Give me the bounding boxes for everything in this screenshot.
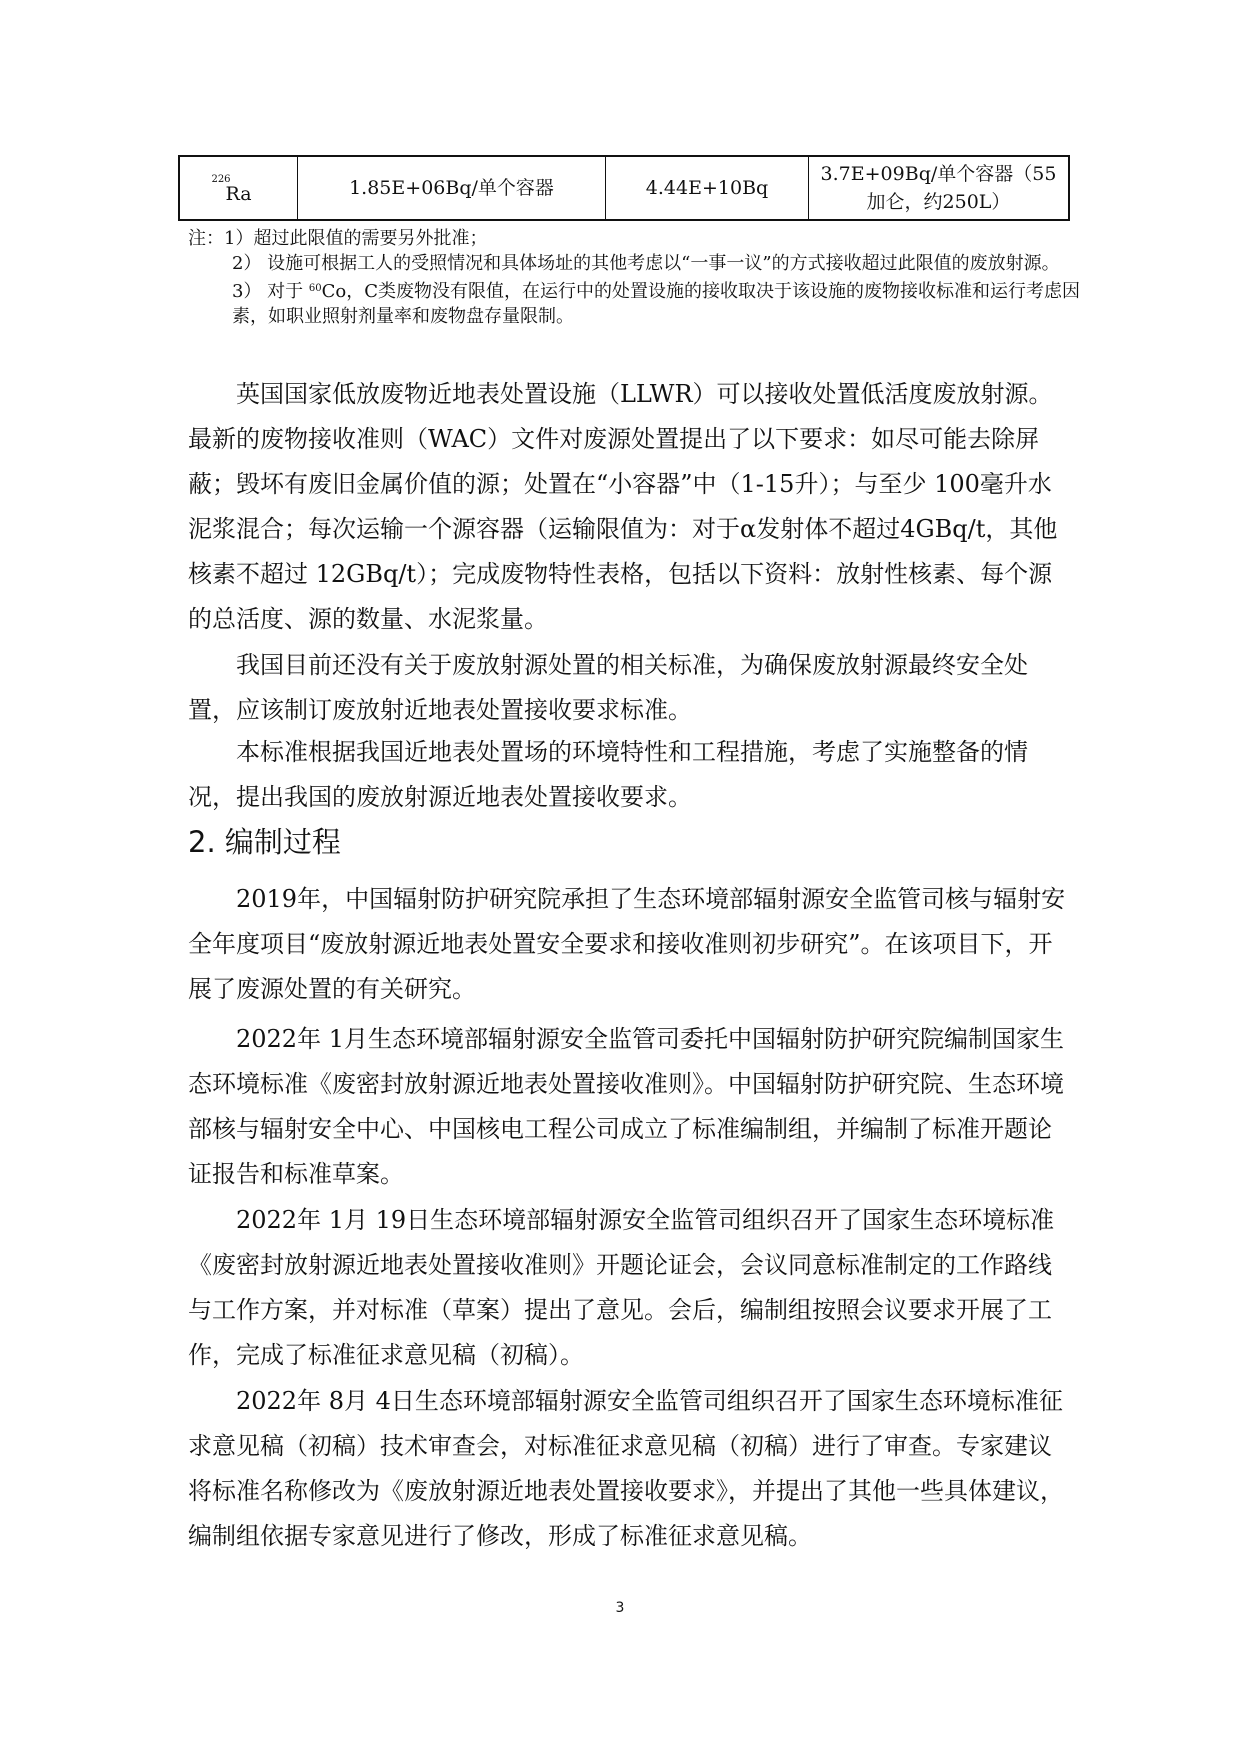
paragraph-no-standard (188, 643, 1068, 733)
note-1: 注：1）超过此限值的需要另外批准； (188, 228, 488, 249)
paragraph-text: 2022年 1月生态环境部辐射源安全监管司委托中国辐射防护研究院编制国家生态环境标准《废密封放射源近地表处置接收准则》。中国辐射防护研究院、生态环境部核与辐射安全中心、中国核电工程公司成立了标准编制组，并编制了标准开题论证报告和标准草案。 (188, 1025, 1064, 1188)
nuclide-cell (179, 156, 298, 220)
paragraph-llwr (188, 372, 1068, 642)
paragraph-text: 2019年，中国辐射防护研究院承担了生态环境部辐射源安全监管司核与辐射安全年度项目“废放射源近地表处置安全要求和接收准则初步研究”。在该项目下，开展了废源处置的有关研究。 (188, 885, 1066, 1003)
paragraph-text: 英国国家低放废物近地表处置设施（LLWR）可以接收处置低活度废放射源。最新的废物接收准则（WAC）文件对废源处置提出了以下要求：如尽可能去除屏蔽；毁坏有废旧金属价值的源；处置在“小容器”中（1-15升）；与至少 100毫升水泥浆混合；每次运输一个源容器（运输限值为：对于α发射体不超过4GBq/t，其他核素不超过 12GBq/t）；完成废物特性表格，包括以下资料：放射性核素、每个源的总活度、源的数量、水泥浆量。 (188, 380, 1058, 633)
paragraph-text: 我国目前还没有关于废放射源处置的相关标准，为确保废放射源最终安全处置，应该制订废放射近地表处置接收要求标准。 (188, 651, 1028, 724)
paragraph-scope (188, 730, 1068, 820)
nuclide (211, 168, 252, 208)
page-number: 3 (615, 1600, 625, 1616)
note-2: 2） 设施可根据工人的受照情况和具体场址的其他考虑以“一事一议”的方式接收超过此限值的废放射源。 (232, 253, 1060, 274)
paragraph-text: 本标准根据我国近地表处置场的环境特性和工程措施，考虑了实施整备的情况，提出我国的废放射源近地表处置接收要求。 (188, 738, 1028, 811)
nuclide-symbol: Ra (225, 183, 252, 205)
note-3 (232, 276, 1088, 329)
paragraph-text: 2022年 1月 19日生态环境部辐射源安全监管司组织召开了国家生态环境标准《废密封放射源近地表处置接收准则》开题论证会，会议同意标准制定的工作路线与工作方案，并对标准（草案）提出了意见。会后，编制组按照会议要求开展了工作，完成了标准征求意见稿（初稿）。 (188, 1206, 1055, 1369)
table-notes (188, 226, 1088, 329)
nuclide-mass-number: 226 (211, 174, 231, 185)
paragraph-2022-aug-4 (188, 1379, 1068, 1559)
paragraph-2019 (188, 877, 1068, 1012)
note-3-prefix: 3） 对于 (232, 281, 309, 302)
paragraph-2022-jan-19 (188, 1198, 1068, 1378)
drum-limit-cell: 3.7E+09Bq/单个容器（55加仑，约250L） (809, 156, 1070, 220)
total-limit-cell: 4.44E+10Bq (606, 156, 809, 220)
note-3-superscript: 60 (308, 283, 322, 294)
paragraph-text: 2022年 8月 4日生态环境部辐射源安全监管司组织召开了国家生态环境标准征求意见稿（初稿）技术审查会，对标准征求意见稿（初稿）进行了审查。专家建议将标准名称修改为《废放射源近地表处置接收要求》，并提出了其他一些具体建议，编制组依据专家意见进行了修改，形成了标准征求意见稿。 (188, 1387, 1064, 1550)
limit-per-container-cell: 1.85E+06Bq/单个容器 (298, 156, 606, 220)
note-3-text: Co，C类废物没有限值，在运行中的处置设施的接收取决于该设施的废物接收标准和运行考虑因素，如职业照射剂量率和废物盘存量限制。 (232, 281, 1081, 327)
section-heading: 2. 编制过程 (188, 825, 341, 859)
paragraph-2022-jan (188, 1017, 1068, 1197)
table-row (179, 156, 1069, 220)
limits-table (178, 155, 1070, 221)
